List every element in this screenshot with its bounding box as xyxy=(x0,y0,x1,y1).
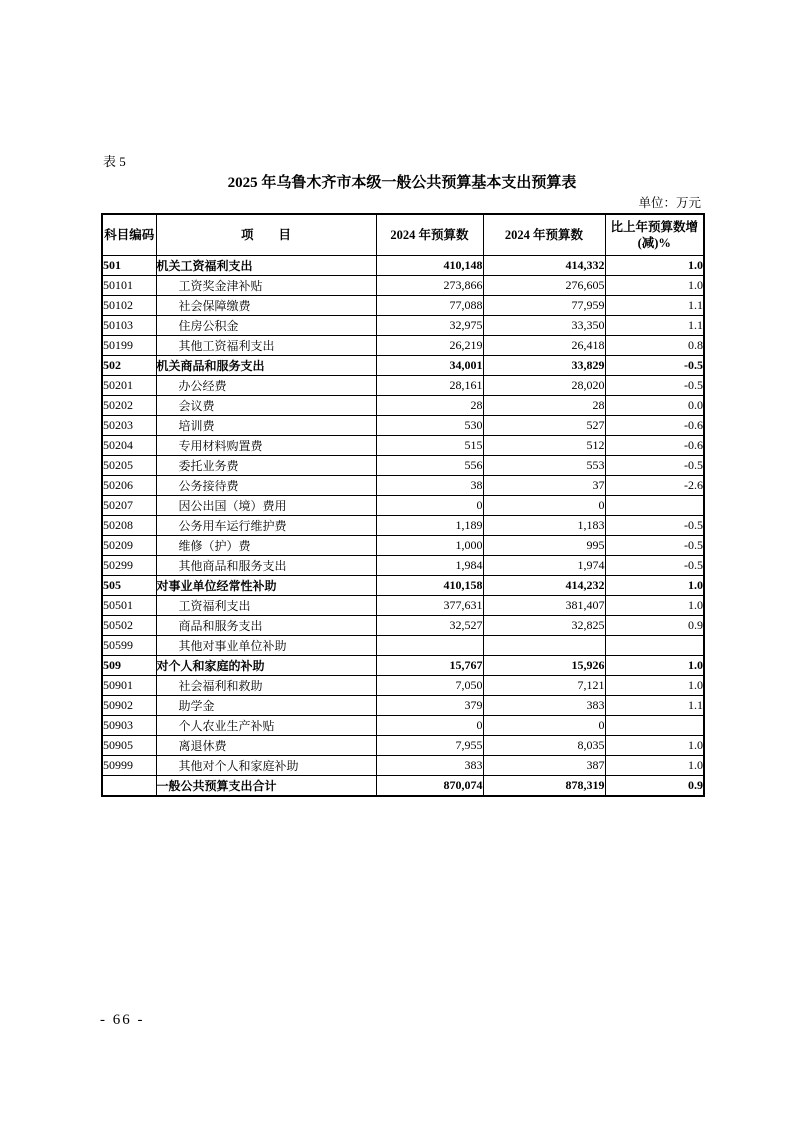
subject-code-cell: 509 xyxy=(102,656,156,676)
budget-b-cell: 1,974 xyxy=(483,556,605,576)
budget-a-cell: 77,088 xyxy=(376,296,483,316)
budget-a-cell: 28 xyxy=(376,396,483,416)
item-name-cell: 其他对事业单位补助 xyxy=(156,636,376,656)
header-item: 项 目 xyxy=(156,214,376,256)
item-name-cell: 工资福利支出 xyxy=(156,596,376,616)
item-name-cell: 工资奖金津补贴 xyxy=(156,276,376,296)
budget-a-cell: 32,527 xyxy=(376,616,483,636)
budget-a-cell: 410,158 xyxy=(376,576,483,596)
item-name-cell: 会议费 xyxy=(156,396,376,416)
item-name-cell: 个人农业生产补贴 xyxy=(156,716,376,736)
change-pct-cell: -0.5 xyxy=(605,516,704,536)
budget-b-cell: 7,121 xyxy=(483,676,605,696)
change-pct-cell xyxy=(605,636,704,656)
budget-a-cell: 870,074 xyxy=(376,776,483,797)
budget-b-cell: 512 xyxy=(483,436,605,456)
table-label: 表 5 xyxy=(103,154,126,169)
budget-a-cell: 15,767 xyxy=(376,656,483,676)
budget-a-cell: 1,189 xyxy=(376,516,483,536)
change-pct-cell: 1.1 xyxy=(605,316,704,336)
budget-b-cell: 33,829 xyxy=(483,356,605,376)
table-row xyxy=(102,256,704,276)
subject-code-cell: 50101 xyxy=(102,276,156,296)
table-row xyxy=(102,476,704,496)
table-row xyxy=(102,536,704,556)
change-pct-cell: -0.5 xyxy=(605,456,704,476)
item-name-cell: 社会保障缴费 xyxy=(156,296,376,316)
item-name-cell: 其他商品和服务支出 xyxy=(156,556,376,576)
budget-b-cell xyxy=(483,636,605,656)
table-row xyxy=(102,776,704,797)
change-pct-cell: 0.9 xyxy=(605,616,704,636)
page-number: - 66 - xyxy=(100,1012,145,1028)
change-pct-cell: 1.0 xyxy=(605,276,704,296)
table-row xyxy=(102,616,704,636)
item-name-cell: 机关工资福利支出 xyxy=(156,256,376,276)
subject-code-cell: 50201 xyxy=(102,376,156,396)
table-row xyxy=(102,456,704,476)
subject-code-cell: 50204 xyxy=(102,436,156,456)
subject-code-cell: 50203 xyxy=(102,416,156,436)
item-name-cell: 培训费 xyxy=(156,416,376,436)
change-pct-cell: 1.0 xyxy=(605,596,704,616)
item-name-cell: 助学金 xyxy=(156,696,376,716)
budget-a-cell: 32,975 xyxy=(376,316,483,336)
table-row xyxy=(102,756,704,776)
table-row xyxy=(102,336,704,356)
budget-a-cell: 1,984 xyxy=(376,556,483,576)
budget-table-body xyxy=(102,256,704,797)
budget-a-cell: 515 xyxy=(376,436,483,456)
change-pct-cell: -0.5 xyxy=(605,376,704,396)
budget-b-cell: 26,418 xyxy=(483,336,605,356)
budget-b-cell: 414,332 xyxy=(483,256,605,276)
unit-note: 单位：万元 xyxy=(638,196,701,210)
item-name-cell: 社会福利和救助 xyxy=(156,676,376,696)
budget-b-cell: 32,825 xyxy=(483,616,605,636)
budget-a-cell: 556 xyxy=(376,456,483,476)
item-name-cell: 其他对个人和家庭补助 xyxy=(156,756,376,776)
item-name-cell: 委托业务费 xyxy=(156,456,376,476)
subject-code-cell: 50903 xyxy=(102,716,156,736)
table-row xyxy=(102,636,704,656)
table-row xyxy=(102,276,704,296)
change-pct-cell: 1.0 xyxy=(605,736,704,756)
item-name-cell: 办公经费 xyxy=(156,376,376,396)
change-pct-cell: 1.0 xyxy=(605,576,704,596)
table-header-row xyxy=(102,214,704,256)
subject-code-cell: 50202 xyxy=(102,396,156,416)
budget-b-cell: 37 xyxy=(483,476,605,496)
subject-code-cell: 50502 xyxy=(102,616,156,636)
budget-b-cell: 387 xyxy=(483,756,605,776)
item-name-cell: 公务接待费 xyxy=(156,476,376,496)
budget-b-cell: 33,350 xyxy=(483,316,605,336)
subject-code-cell xyxy=(102,776,156,797)
header-change-pct: 比上年预算数增(减)% xyxy=(605,214,704,256)
change-pct-cell: 0.9 xyxy=(605,776,704,797)
subject-code-cell: 50902 xyxy=(102,696,156,716)
change-pct-cell: 1.0 xyxy=(605,656,704,676)
change-pct-cell: 1.1 xyxy=(605,696,704,716)
budget-b-cell: 414,232 xyxy=(483,576,605,596)
subject-code-cell: 501 xyxy=(102,256,156,276)
item-name-cell: 对个人和家庭的补助 xyxy=(156,656,376,676)
page-title: 2025 年乌鲁木齐市本级一般公共预算基本支出预算表 xyxy=(227,175,577,191)
item-name-cell: 一般公共预算支出合计 xyxy=(156,776,376,797)
item-name-cell: 机关商品和服务支出 xyxy=(156,356,376,376)
subject-code-cell: 50206 xyxy=(102,476,156,496)
change-pct-cell: 1.0 xyxy=(605,256,704,276)
header-budget-a: 2024 年预算数 xyxy=(376,214,483,256)
item-name-cell: 住房公积金 xyxy=(156,316,376,336)
item-name-cell: 公务用车运行维护费 xyxy=(156,516,376,536)
change-pct-cell: 1.0 xyxy=(605,676,704,696)
table-row xyxy=(102,716,704,736)
subject-code-cell: 50102 xyxy=(102,296,156,316)
item-name-cell: 专用材料购置费 xyxy=(156,436,376,456)
budget-b-cell: 995 xyxy=(483,536,605,556)
subject-code-cell: 505 xyxy=(102,576,156,596)
table-row xyxy=(102,676,704,696)
budget-b-cell: 381,407 xyxy=(483,596,605,616)
budget-table xyxy=(101,213,705,797)
subject-code-cell: 50501 xyxy=(102,596,156,616)
subject-code-cell: 502 xyxy=(102,356,156,376)
budget-b-cell: 77,959 xyxy=(483,296,605,316)
budget-a-cell: 1,000 xyxy=(376,536,483,556)
table-row xyxy=(102,576,704,596)
change-pct-cell xyxy=(605,716,704,736)
change-pct-cell: 1.0 xyxy=(605,756,704,776)
table-row xyxy=(102,316,704,336)
change-pct-cell: 0.8 xyxy=(605,336,704,356)
change-pct-cell xyxy=(605,496,704,516)
change-pct-cell: 1.1 xyxy=(605,296,704,316)
table-row xyxy=(102,416,704,436)
header-subject-code: 科目编码 xyxy=(102,214,156,256)
budget-b-cell: 1,183 xyxy=(483,516,605,536)
table-row xyxy=(102,296,704,316)
subject-code-cell: 50299 xyxy=(102,556,156,576)
budget-b-cell: 878,319 xyxy=(483,776,605,797)
header-budget-b: 2024 年预算数 xyxy=(483,214,605,256)
budget-a-cell: 0 xyxy=(376,716,483,736)
budget-b-cell: 28 xyxy=(483,396,605,416)
budget-a-cell: 28,161 xyxy=(376,376,483,396)
budget-a-cell: 7,050 xyxy=(376,676,483,696)
change-pct-cell: -0.5 xyxy=(605,536,704,556)
table-row xyxy=(102,376,704,396)
subject-code-cell: 50207 xyxy=(102,496,156,516)
table-row xyxy=(102,696,704,716)
subject-code-cell: 50199 xyxy=(102,336,156,356)
subject-code-cell: 50208 xyxy=(102,516,156,536)
change-pct-cell: -0.5 xyxy=(605,556,704,576)
budget-b-cell: 0 xyxy=(483,716,605,736)
budget-b-cell: 0 xyxy=(483,496,605,516)
table-row xyxy=(102,396,704,416)
subject-code-cell: 50209 xyxy=(102,536,156,556)
budget-a-cell: 383 xyxy=(376,756,483,776)
budget-a-cell: 34,001 xyxy=(376,356,483,376)
budget-b-cell: 28,020 xyxy=(483,376,605,396)
budget-b-cell: 8,035 xyxy=(483,736,605,756)
table-row xyxy=(102,656,704,676)
budget-b-cell: 527 xyxy=(483,416,605,436)
budget-a-cell: 7,955 xyxy=(376,736,483,756)
change-pct-cell: 0.0 xyxy=(605,396,704,416)
subject-code-cell: 50901 xyxy=(102,676,156,696)
budget-a-cell: 410,148 xyxy=(376,256,483,276)
budget-a-cell: 38 xyxy=(376,476,483,496)
subject-code-cell: 50999 xyxy=(102,756,156,776)
budget-a-cell: 0 xyxy=(376,496,483,516)
item-name-cell: 因公出国（境）费用 xyxy=(156,496,376,516)
budget-b-cell: 276,605 xyxy=(483,276,605,296)
change-pct-cell: -0.5 xyxy=(605,356,704,376)
table-row xyxy=(102,516,704,536)
budget-a-cell xyxy=(376,636,483,656)
item-name-cell: 对事业单位经常性补助 xyxy=(156,576,376,596)
table-row xyxy=(102,436,704,456)
budget-a-cell: 530 xyxy=(376,416,483,436)
item-name-cell: 其他工资福利支出 xyxy=(156,336,376,356)
table-row xyxy=(102,356,704,376)
table-row xyxy=(102,596,704,616)
item-name-cell: 离退休费 xyxy=(156,736,376,756)
budget-a-cell: 273,866 xyxy=(376,276,483,296)
budget-b-cell: 15,926 xyxy=(483,656,605,676)
change-pct-cell: -0.6 xyxy=(605,416,704,436)
change-pct-cell: -0.6 xyxy=(605,436,704,456)
item-name-cell: 商品和服务支出 xyxy=(156,616,376,636)
change-pct-cell: -2.6 xyxy=(605,476,704,496)
budget-a-cell: 377,631 xyxy=(376,596,483,616)
item-name-cell: 维修（护）费 xyxy=(156,536,376,556)
table-row xyxy=(102,496,704,516)
budget-a-cell: 26,219 xyxy=(376,336,483,356)
budget-b-cell: 383 xyxy=(483,696,605,716)
subject-code-cell: 50599 xyxy=(102,636,156,656)
table-row xyxy=(102,736,704,756)
table-row xyxy=(102,556,704,576)
budget-b-cell: 553 xyxy=(483,456,605,476)
subject-code-cell: 50905 xyxy=(102,736,156,756)
subject-code-cell: 50205 xyxy=(102,456,156,476)
subject-code-cell: 50103 xyxy=(102,316,156,336)
budget-a-cell: 379 xyxy=(376,696,483,716)
